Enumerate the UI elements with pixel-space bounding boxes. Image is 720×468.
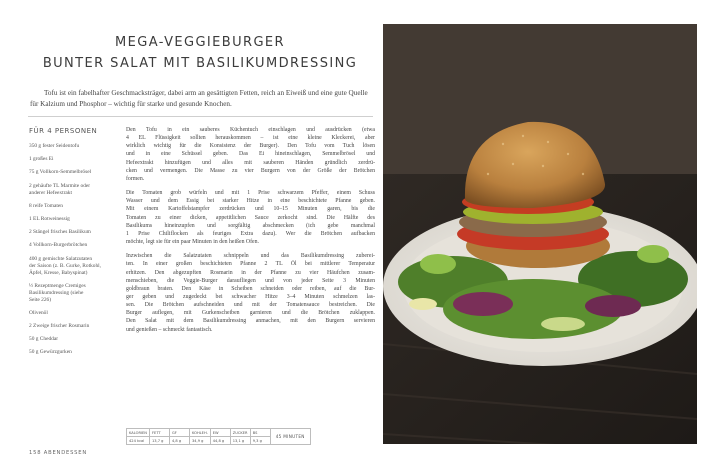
method-line: Mit einem Kartoffelstampfer zerdrücken und 10–15 Minuten garen, bis die [126, 206, 375, 213]
method-line: erhitzen. Den abgezupften Rosmarin in der Pfanne zu vier Häufchen zusam- [126, 269, 375, 276]
ingredient-list [29, 143, 121, 356]
burger-photo [383, 24, 697, 444]
ingredient-line: 1 EL Rotweinessig [29, 215, 70, 222]
method-line: Basilikums hineinzupfen und sorgfältig abschmecken (ich gebe manchmal [126, 222, 375, 229]
cooking-time: 45 MINUTEN [270, 429, 310, 445]
recipe-title [24, 32, 376, 74]
method-line: Burger auflegen, mit Gurkenscheiben garnieren und die Brötchen zuklappen. [126, 310, 375, 317]
ingredient-item [29, 203, 121, 210]
ingredients-column [29, 127, 121, 363]
recipe-title-line-1: MEGA-VEGGIEBURGER [115, 35, 285, 50]
nutrition-header-cell: FETT [149, 429, 169, 437]
method-paragraph [126, 126, 375, 183]
ingredient-item [29, 256, 121, 277]
nutrition-header-cell: GF [169, 429, 189, 437]
page-footer: 158 ABENDESSEN [29, 450, 88, 456]
nutrition-header-cell: KALORIEN [127, 429, 150, 437]
nutrition-value-cell: 13,1 g [230, 437, 250, 445]
ingredient-line: Seite 226) [29, 296, 52, 303]
method-line: ger geben und zugedeckt bei schwacher Hitze 3–4 Minuten schmelzen las- [126, 293, 375, 300]
ingredient-line: 2 gehäufte TL Marmite oder [29, 182, 91, 189]
ingredient-line: 50 g Cheddar [29, 336, 59, 343]
servings-label: FÜR 4 PERSONEN [29, 127, 98, 135]
ingredient-item [29, 229, 121, 236]
ingredient-line: 75 g Vollkorn-Semmelbrösel [29, 169, 92, 176]
ingredient-line: 1 großes Ei [29, 156, 54, 163]
method-line: 4 EL Flüssigkeit sollten herauskommen – ist eine kleine Kleckerei, aber [126, 135, 375, 142]
method-line: Tomaten zu einer dicken, appetitlichen Sauce zerkocht sind. Die Hälfte des [126, 214, 375, 221]
ingredient-item [29, 336, 121, 343]
ingredient-item [29, 156, 121, 163]
method-line: und genießen – schmeckt fantastisch. [126, 326, 213, 333]
ingredient-line: anderer Hefeextrakt [29, 189, 72, 196]
divider [28, 116, 373, 117]
method-line: wirklich wichtig für die Konsistenz der Burger). Den Tofu vom Tuch lösen [126, 143, 375, 150]
ingredient-line: 350 g fester Seidentofu [29, 143, 80, 149]
ingredient-item [29, 310, 121, 317]
nutrition-value-cell: 9,3 g [250, 437, 270, 445]
nutrition-value-cell: 34,9 g [189, 437, 210, 445]
nutrition-header-cell: ZUCKER [230, 429, 250, 437]
ingredient-item [29, 242, 121, 249]
method-line: ten. In einer großen beschichteten Pfanne 2 TL Öl bei mittlerer Temperatur [126, 261, 375, 268]
ingredient-line: 4 Vollkorn-Burgerbrötchen [29, 242, 88, 249]
ingredient-line: 400 g gemischte Salatzutaten [29, 255, 93, 262]
ingredient-line: Olivenöl [29, 309, 48, 316]
method-line: Hefeextrakt hinzufügen und alles mit sauberen Händen gründlich zerdrü- [126, 159, 375, 166]
recipe-title-line-2: BUNTER SALAT MIT BASILIKUMDRESSING [42, 56, 358, 71]
method-paragraph [126, 252, 375, 334]
nutrition-value-cell: 13,7 g [149, 437, 169, 445]
ingredient-item [29, 183, 121, 197]
ingredient-item [29, 216, 121, 223]
method-line: Inzwischen die Salatzutaten schnippeln und das Basilikumdressing zuberei- [126, 253, 375, 260]
method-line: möchte, legt sie für ein paar Minuten in den heißen Ofen. [126, 239, 259, 246]
method-line: cken und vermengen. Die Masse zu vier Burgern von der Größe der Brötchen [126, 167, 375, 174]
method-line: goldbraun braten. Den Käse in Scheiben schneiden oder reiben, auf die Bur- [126, 285, 375, 292]
ingredient-line: ½ Rezeptmenge Cremiges [29, 282, 86, 289]
nutrition-value-cell: 44,8 g [210, 437, 230, 445]
method-line: menschieben, die Veggie-Burger daraufliegen und von jeder Seite 3 Minuten [126, 277, 375, 284]
ingredient-line: 8 reife Tomaten [29, 202, 63, 209]
ingredient-item [29, 169, 121, 176]
nutrition-value-cell: 424 kcal [127, 437, 150, 445]
nutrition-header-cell: EW [210, 429, 230, 437]
ingredient-item [29, 323, 121, 330]
method-line: Den Tofu in ein sauberes Küchentuch einschlagen und ausdrücken (etwa [126, 127, 375, 133]
ingredient-line: 2 Stängel frisches Basilikum [29, 229, 91, 236]
method-line: und in eine Schüssel geben. Das Ei hineinschlagen, Semmelbrösel und [126, 151, 375, 158]
nutrition-header-row [127, 429, 311, 437]
nutrition-header-cell: BS [250, 429, 270, 437]
method-line: 1 Prise Chiliflocken als feuriges Extra dazu). Wer die Brötchen aufbacken [126, 230, 375, 237]
method-column [126, 126, 375, 340]
ingredient-item [29, 283, 121, 304]
method-line: sen. Die Brötchen aufschneiden und mit der Tomatensauce bestreichen. Die [126, 302, 375, 309]
method-line: Die Tomaten grob würfeln und mit 1 Prise schwarzem Pfeffer, einem Schuss [126, 190, 375, 197]
recipe-intro: Tofu ist ein fabelhafter Geschmacksträger, dabei arm an gesättigten Fetten, reich an Eiweiß und eine gute Quelle für Kalzium und Phosphor – wichtig für starke und gesunde Knochen. [30, 89, 368, 108]
ingredient-line: der Saison (z. B. Gurke, Rotkohl, [29, 262, 102, 269]
method-line: Den Salat mit dem Basilikumdressing anmachen, mit den Burgern servieren [126, 318, 375, 325]
nutrition-table [126, 428, 311, 445]
method-line: formen. [126, 175, 145, 182]
method-line: Wasser und dem Essig bei starker Hitze in eine beschichtete Pfanne geben. [126, 198, 375, 205]
burger-illustration [383, 24, 697, 444]
ingredient-line: Äpfel, Kresse, Babyspinat) [29, 269, 88, 276]
ingredient-item [29, 349, 121, 356]
nutrition-value-cell: 4,8 g [169, 437, 189, 445]
method-paragraph [126, 189, 375, 246]
nutrition-header-cell: KOHLEH. [189, 429, 210, 437]
ingredient-line: Basilikumdressing (siehe [29, 289, 84, 296]
ingredient-line: 2 Zweige frischer Rosmarin [29, 323, 90, 330]
ingredient-item [29, 143, 121, 150]
ingredient-line: 50 g Gewürzgurken [29, 349, 72, 356]
